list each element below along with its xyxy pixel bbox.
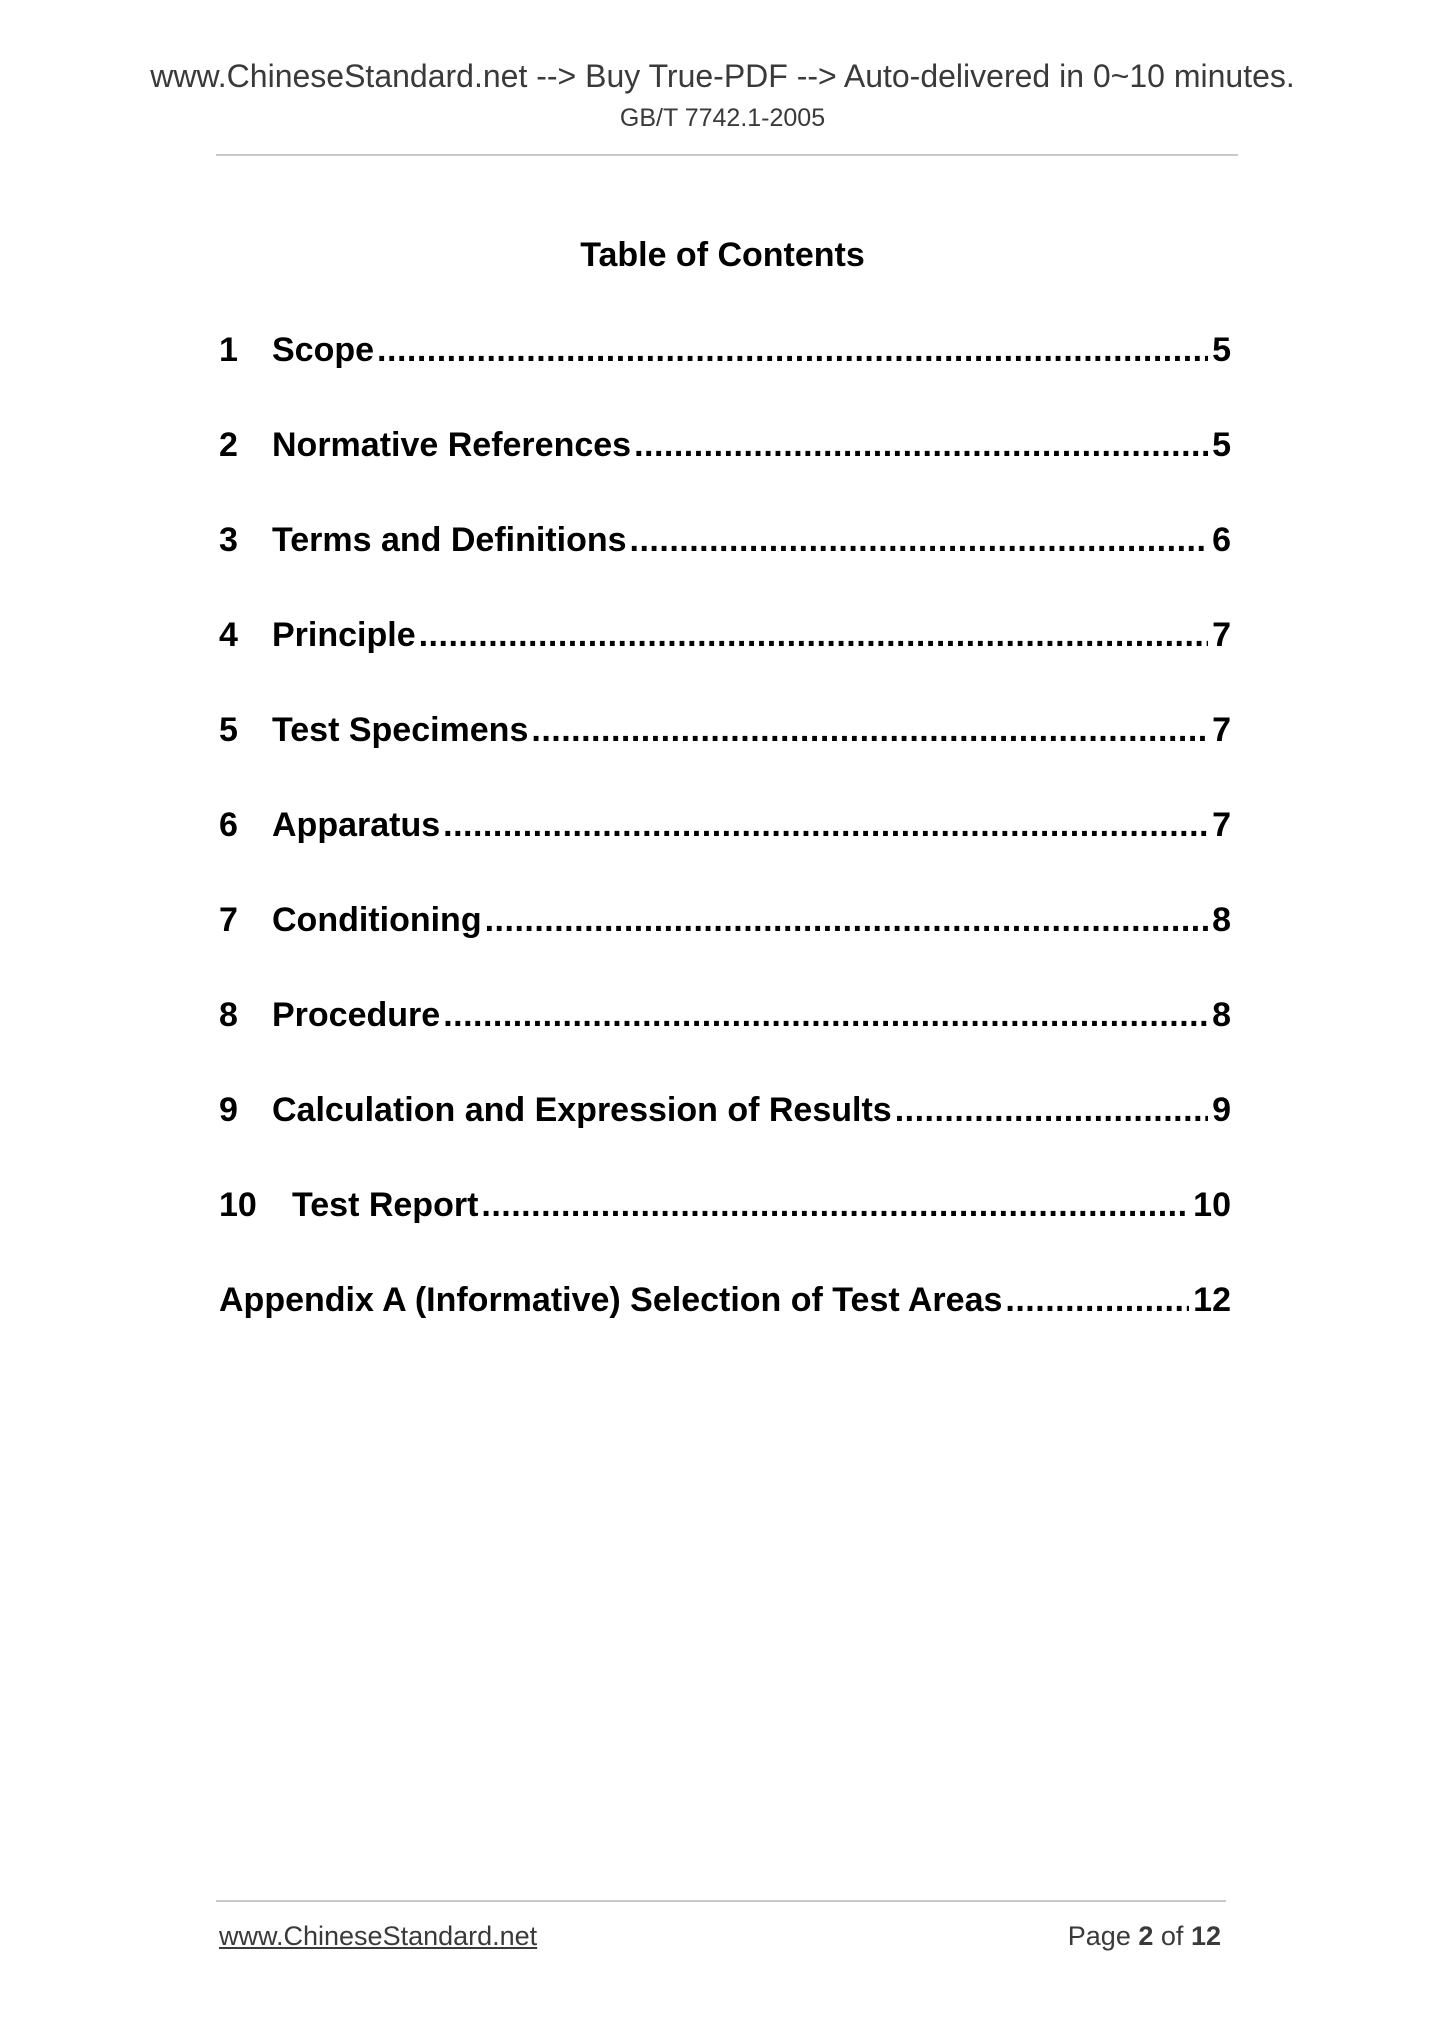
dot-leader bbox=[485, 901, 1208, 940]
toc-entry-test-specimens[interactable] bbox=[219, 711, 1231, 806]
dot-leader bbox=[1005, 1281, 1189, 1320]
toc-entry-page: 5 bbox=[1212, 426, 1231, 464]
toc-entry-number: 6 bbox=[219, 806, 238, 844]
document-code: GB/T 7742.1-2005 bbox=[619, 104, 826, 132]
toc-entry-label: Terms and Definitions bbox=[272, 521, 627, 559]
table-of-contents bbox=[219, 331, 1231, 1376]
dot-leader bbox=[443, 806, 1208, 845]
page-prefix: Page bbox=[1067, 1921, 1131, 1951]
toc-entry-number: 7 bbox=[219, 901, 238, 939]
toc-entry-number: 1 bbox=[219, 331, 238, 369]
toc-entry-scope[interactable] bbox=[219, 331, 1231, 426]
toc-entry-page: 12 bbox=[1193, 1281, 1231, 1319]
toc-entry-appendix-a[interactable] bbox=[219, 1281, 1231, 1376]
toc-entry-normative-references[interactable] bbox=[219, 426, 1231, 521]
toc-entry-number: 2 bbox=[219, 426, 238, 464]
dot-leader bbox=[531, 711, 1208, 750]
page-current: 2 bbox=[1138, 1921, 1154, 1951]
toc-entry-label: Conditioning bbox=[272, 901, 482, 939]
toc-entry-page: 8 bbox=[1212, 901, 1231, 939]
toc-entry-procedure[interactable] bbox=[219, 996, 1231, 1091]
toc-entry-label: Scope bbox=[272, 331, 375, 369]
dot-leader bbox=[895, 1091, 1208, 1130]
page-number bbox=[1068, 1921, 1221, 1952]
footer-divider bbox=[216, 1900, 1226, 1902]
toc-entry-number: 9 bbox=[219, 1091, 238, 1129]
toc-entry-page: 8 bbox=[1212, 996, 1231, 1034]
toc-entry-page: 7 bbox=[1212, 711, 1231, 749]
toc-entry-page: 5 bbox=[1212, 331, 1231, 369]
toc-entry-number: 8 bbox=[219, 996, 238, 1034]
header-title: www.ChineseStandard.net --> Buy True-PDF --> Auto-delivered in 0~10 minutes. bbox=[150, 58, 1295, 94]
toc-entry-conditioning[interactable] bbox=[219, 901, 1231, 996]
toc-entry-label: Principle bbox=[272, 616, 416, 654]
toc-entry-label: Apparatus bbox=[272, 806, 441, 844]
toc-entry-number: 5 bbox=[219, 711, 238, 749]
toc-entry-label: Test Specimens bbox=[272, 711, 529, 749]
toc-entry-page: 9 bbox=[1212, 1091, 1231, 1129]
toc-entry-page: 10 bbox=[1193, 1186, 1231, 1224]
dot-leader bbox=[377, 331, 1208, 370]
toc-entry-label: Procedure bbox=[272, 996, 441, 1034]
toc-entry-label: Calculation and Expression of Results bbox=[272, 1091, 892, 1129]
page-title: Table of Contents bbox=[580, 236, 865, 274]
dot-leader bbox=[634, 426, 1208, 465]
toc-entry-test-report[interactable] bbox=[219, 1186, 1231, 1281]
page-of: of bbox=[1160, 1921, 1184, 1951]
header-divider bbox=[216, 154, 1238, 156]
dot-leader bbox=[419, 616, 1208, 655]
toc-entry-principle[interactable] bbox=[219, 616, 1231, 711]
dot-leader bbox=[630, 521, 1209, 560]
page-total: 12 bbox=[1190, 1921, 1221, 1951]
toc-entry-page: 6 bbox=[1212, 521, 1231, 559]
footer-website-link[interactable]: www.ChineseStandard.net bbox=[219, 1921, 538, 1951]
toc-entry-apparatus[interactable] bbox=[219, 806, 1231, 901]
dot-leader bbox=[443, 996, 1208, 1035]
toc-entry-number: 3 bbox=[219, 521, 238, 559]
toc-entry-number: 4 bbox=[219, 616, 238, 654]
toc-entry-calculation-and-expression-of-results[interactable] bbox=[219, 1091, 1231, 1186]
toc-entry-label: Normative References bbox=[272, 426, 632, 464]
toc-entry-label: Appendix A (Informative) Selection of Test Areas bbox=[219, 1281, 1003, 1319]
toc-entry-label: Test Report bbox=[292, 1186, 479, 1224]
toc-entry-terms-and-definitions[interactable] bbox=[219, 521, 1231, 616]
toc-entry-page: 7 bbox=[1212, 616, 1231, 654]
dot-leader bbox=[481, 1186, 1189, 1225]
toc-entry-number: 10 bbox=[219, 1186, 257, 1224]
toc-entry-page: 7 bbox=[1212, 806, 1231, 844]
